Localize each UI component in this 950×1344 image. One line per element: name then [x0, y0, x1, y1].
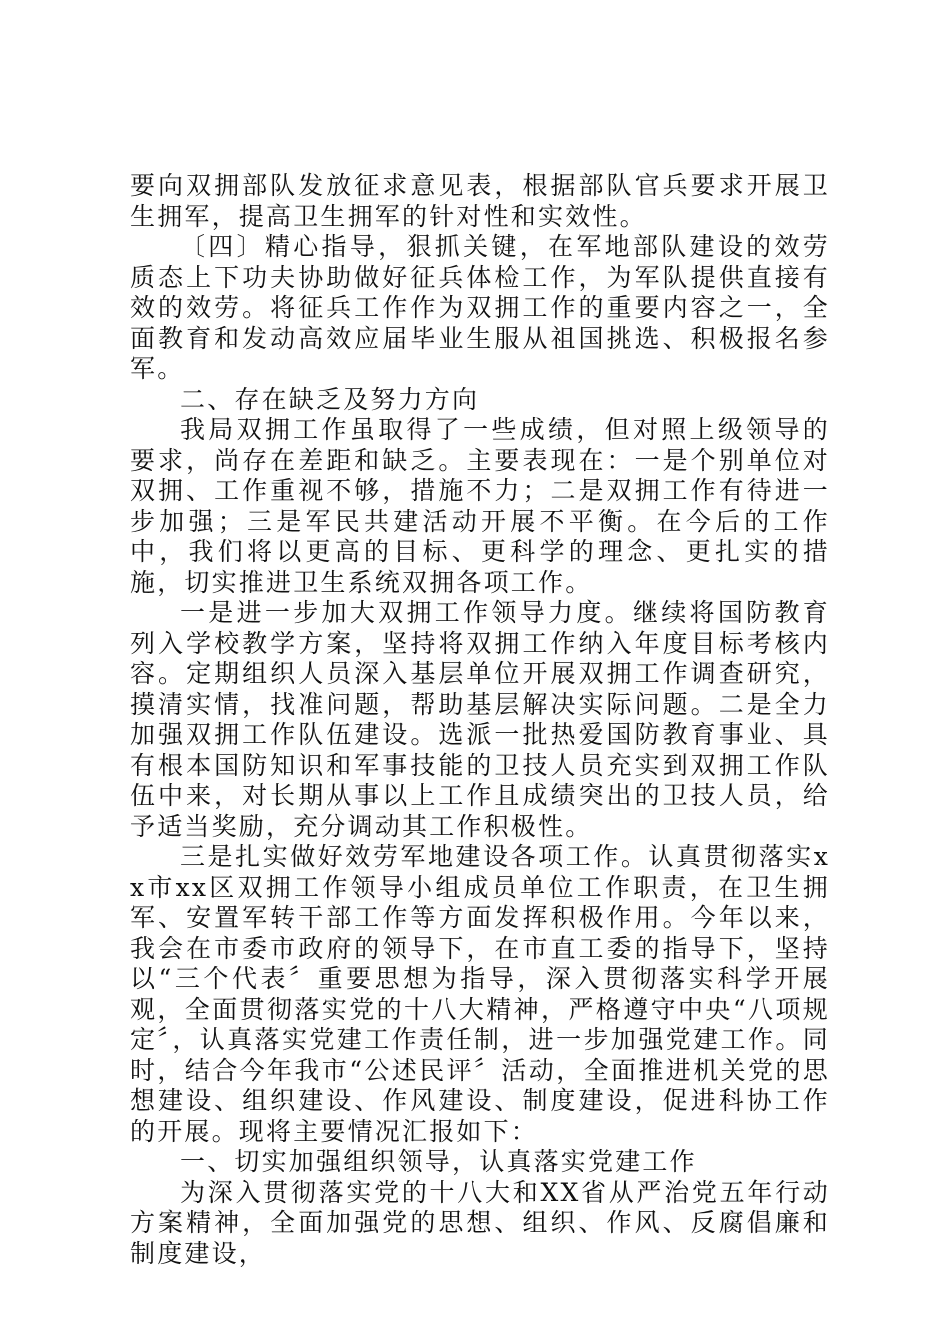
- document-body: [130, 171, 830, 1269]
- section-heading-organization: 一、切实加强组织领导，认真落实党建工作: [180, 1147, 697, 1176]
- paragraph-item-four: 〔四〕精心指导，狠抓关键，在军地部队建设的效劳质态上下功夫协助做好征兵体检工作，为军队提供直接有效的效劳。将征兵工作作为双拥工作的重要内容之一，全面教育和发动高效应届毕业生服从祖国挑选、积极报名参军。: [130, 232, 830, 383]
- paragraph-leadership: 一是进一步加大双拥工作领导力度。继续将国防教育列入学校教学方案，坚持将双拥工作纳入年度目标考核内容。定期组织人员深入基层单位开展双拥工作调查研究，摸清实情，找准问题，帮助基层解决实际问题。二是全力加强双拥工作队伍建设。选派一批热爱国防教育事业、具有根本国防知识和军事技能的卫技人员充实到双拥工作队伍中来，对长期从事以上工作且成绩突出的卫技人员，给予适当奖励，充分调动其工作积极性。: [130, 598, 830, 841]
- paragraph-party-building: 为深入贯彻落实党的十八大和XX省从严治党五年行动方案精神，全面加强党的思想、组织、作风、反腐倡廉和制度建设，: [130, 1177, 830, 1268]
- paragraph-shortcomings: 我局双拥工作虽取得了一些成绩，但对照上级领导的要求，尚存在差距和缺乏。主要表现在：一是个别单位对双拥、工作重视不够，措施不力；二是双拥工作有待进一步加强；三是军民共建活动开展不平衡。在今后的工作中，我们将以更高的目标、更科学的理念、更扎实的措施，切实推进卫生系统双拥各项工作。: [130, 415, 830, 597]
- paragraph-service-work: 三是扎实做好效劳军地建设各项工作。认真贯彻落实xx市xx区双拥工作领导小组成员单位工作职责，在卫生拥军、安置军转干部工作等方面发挥积极作用。今年以来，我会在市委市政府的领导下，在市直工委的指导下，坚持以“三个代表〞重要思想为指导，深入贯彻落实科学开展观，全面贯彻落实党的十八大精神，严格遵守中央“八项规定〞，认真落实党建工作责任制，进一步加强党建工作。同时，结合今年我市“公述民评〞活动，全面推进机关党的思想建设、组织建设、作风建设、制度建设，促进科协工作的开展。现将主要情况汇报如下：: [130, 842, 830, 1146]
- section-heading-shortcomings: 二、存在缺乏及努力方向: [180, 384, 480, 414]
- paragraph-continuation: 要向双拥部队发放征求意见表，根据部队官兵要求开展卫生拥军，提高卫生拥军的针对性和实效性。: [130, 171, 830, 231]
